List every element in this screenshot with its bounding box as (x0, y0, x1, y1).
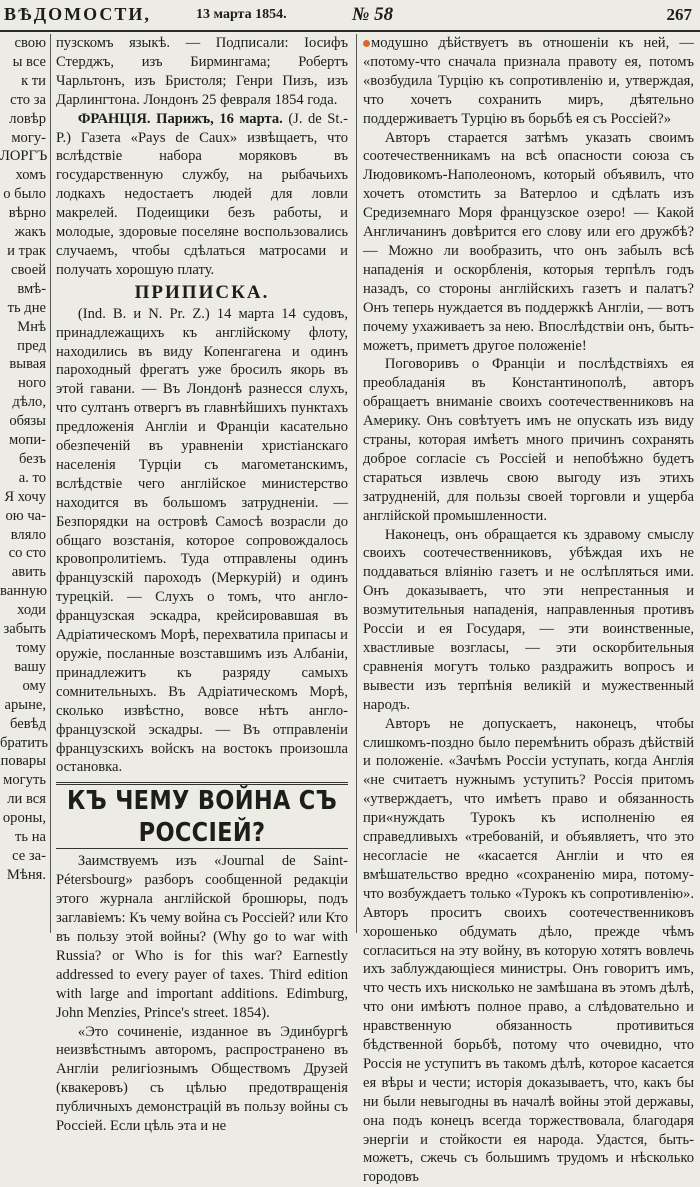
left-fragment-line: мопи- (8, 432, 46, 449)
article-intro-paragraph: Заимствуемъ изъ «Journal de Saint-Pétersbourg» разборъ сообщенной редакціи этого журнала англійской брошюры, подъ заглавіемъ: Къ чему война съ Россіей? или Кто въ пользу этой войны? (Why go to war with Russia? or Who is for this war? Earnestly addressed to every payer of taxes. Third edition with large and important additions. Edimburg, John Menzies, Prince's street. 1854). (56, 853, 348, 1021)
left-fragment-line: и трак (7, 242, 46, 259)
ink-spot-icon (363, 40, 370, 47)
article-title: КЪ ЧЕМУ ВОЙНА СЪ РОССІЕЙ? (66, 786, 338, 849)
left-fragment-line: Мнѣ (17, 318, 46, 335)
left-fragment-line: пред (17, 337, 46, 354)
left-fragment-line: хомъ (15, 167, 46, 184)
left-fragment-line: могуть (3, 772, 46, 789)
left-fragment-line: сто за (10, 91, 46, 108)
left-fragment-line: вашу (14, 658, 46, 675)
left-fragment-line: вѣрно (8, 205, 46, 222)
left-fragment-line: а. то (18, 469, 46, 486)
left-fragment-line: дѣло, (12, 394, 46, 411)
left-fragment-line: о было (3, 186, 46, 203)
left-fragment-line: ловѣр (9, 110, 46, 127)
left-fragment-line: ть на (15, 829, 46, 846)
right-paragraph-1 (363, 34, 694, 129)
left-fragment-line: жакъ (14, 224, 46, 241)
left-fragment-line: братить (0, 734, 49, 751)
left-fragment-line: бевѣд (10, 715, 46, 732)
issue-date: 13 марта 1854. (196, 7, 287, 22)
left-fragment-line: ою ча- (5, 507, 46, 524)
france-body: (J. de St.-P.) Газета «Pays de Caux» извѣщаетъ, что вслѣдствіе набора моряковъ въ государственную службу, на рыбачьихъ лодкахъ недостаетъ людей для ловли макрелей. Подеищики безъ работы, и молодые, здоровые поселяне воспользовались случаемъ, чтобы сдѣлаться матросами и получать хорошую плату. (56, 110, 348, 278)
issue-number: № 58 (352, 4, 394, 25)
france-paragraph (56, 110, 348, 280)
left-fragment-line: Мѣня. (6, 866, 46, 883)
left-fragment-line: арыне, (4, 696, 46, 713)
left-fragment-line: повары (0, 753, 46, 770)
left-fragment-line: се за- (12, 847, 46, 864)
left-fragment-line: ороны, (2, 810, 46, 827)
left-fragment-line: ли вся (7, 791, 46, 808)
left-fragment-line: безъ (19, 450, 46, 467)
right-paragraph-3: Поговоривъ о Франціи и послѣдствіяхъ ея преобладанія въ Константинополѣ, авторъ обращаетъ вниманіе своихъ соотечественниковъ на Америку. Онъ совѣтуетъ имъ не опускать изъ виду страны, которая имѣетъ много причинъ сохранять доброе согласіе съ Россіей и непобѣжно будетъ стараться извлечь свою выгоду изъ этихъ затрудненій, для пользы своей торговли и ущерба англійской промышленности. (363, 356, 694, 524)
middle-column (52, 34, 352, 1135)
right-paragraph-2: Авторъ старается затѣмъ указать своимъ соотечественникамъ на всѣ опасности союза съ Людовикомъ-Наполеономъ, который объявилъ, что хочетъ отомстить за Ватерлоо и сдѣлать изъ Средиземнаго Моря французское озеро! — Какой Англичанинъ довѣрится его слову или его дружбѣ? — Можно ли вообразить, что онъ забылъ всѣ нападенія и оскорбленія, которыя терпѣлъ годъ назадъ, со стороны англійскихъ газетъ и палатъ? Онъ теперь нуждается въ поддержкѣ Англіи, — вотъ почему ухаживаетъ за нею. Впослѣдствіи онъ, быть-можетъ, приметъ другое положеніе! (363, 129, 694, 354)
left-fragment-line: ы все (12, 53, 46, 70)
page-number: 267 (666, 5, 692, 24)
article-quote-paragraph: «Это сочиненіе, изданное въ Эдинбургѣ неизвѣстнымъ авторомъ, распространено въ Англіи религіознымъ Обществомъ Друзей (квакеровъ) съ цѣлью предотвращенія публичныхъ демонстрацій въ пользу войны съ Россіей. Если цѣль эта и не (56, 1023, 348, 1135)
left-fragment-line: вмѣ- (17, 280, 46, 297)
left-fragment-line: своей (10, 261, 46, 278)
left-fragment-line: тому (16, 640, 46, 656)
left-fragment-line: вляло (10, 526, 46, 543)
left-fragment-line: ть дне (7, 299, 46, 316)
left-fragment-line: свою (14, 35, 46, 51)
masthead: ВѢДОМОСТИ, (4, 4, 151, 24)
france-dateline: ФРАНЦІЯ. Парижъ, 16 марта. (77, 110, 283, 127)
right-paragraph-1-text: модушно дѣйствуетъ въ отношеніи къ ней, — «потому-что сначала признала правоту ея, потомъ «возбудила Турцію къ сопротивленію и, утверждая, что хочетъ сохранить миръ, дѣятельно поддерживаетъ Турцію въ борьбѣ ея съ Россіей?» (363, 35, 694, 127)
left-fragment-line: обязы (9, 413, 46, 430)
left-fragment-line: со сто (8, 545, 46, 562)
left-fragment-line: ванную (0, 583, 47, 600)
right-column (356, 34, 696, 1186)
left-fragment-line: забыть (3, 621, 46, 638)
page-header (0, 0, 700, 32)
left-column-fragment (0, 34, 51, 933)
left-fragment-line: вывая (9, 356, 46, 373)
left-fragment-line: ому (22, 677, 46, 694)
pripiska-paragraph: (Ind. B. и N. Pr. Z.) 14 марта 14 судовъ, принадлежащихъ къ англійскому флоту, находились въ виду Копенгагена и одинъ пароходный фрегатъ уже бросилъ якорь въ этой гавани. — Въ Лондонѣ разнесся слухъ, что султанъ отвергъ въ главнѣйшихъ пунктахъ предложенія Англіи и Франціи касательно обезпеченій въ уравненіи христіанскаго населенія Турціи съ магометанскимъ, вслѣдствіе чего англійское министерство находится въ большомъ затрудненіи. — Безпорядки на островѣ Самосѣ возрасли до общаго возстанія, которое сопровождалось кровопролитіемъ. Туда отправлены одинъ французскій пароходъ (Меркурій) и одинъ турецкій. — Слухъ о томъ, что англо-французская эскадра, крейсировавшая въ Адріатическомъ Морѣ, перехватила припасы и оружіе, посланные возставшимъ изъ Албаніи, принадлежитъ къ разряду самыхъ сомнительныхъ. Въ Адріатическомъ Морѣ, сколько извѣстно, вовсе нѣтъ англо-французской эскадры. — Въ отправленіи французскихъ войскъ на востокъ произошла остановка. (56, 305, 348, 776)
left-fragment-line: могу- (11, 129, 46, 146)
left-fragment-line: ЛОРГЪ (0, 148, 48, 165)
left-fragment-line: авить (11, 564, 46, 581)
left-fragment-line: ного (17, 375, 46, 392)
right-paragraph-5: Авторъ не допускаетъ, наконецъ, чтобы слишкомъ-поздно было перемѣнить образъ дѣйствій и положеніе. «Зачѣмъ Россіи уступать, когда Англія «не считаетъ нужнымъ уступить? Россія притомъ «утверждаетъ, что имѣетъ право и обязанность при«нуждать Турокъ къ исполненію ея справедливыхъ «требованій, и объявляетъ, что это несогласіе не «касается Англіи и что ея вмѣшательство вредно «сохраненію мира, потому-что возбуждаетъ только «Турокъ къ сопротивленію». Авторъ проситъ своихъ соотечественниковъ хорошенько обдумать дѣло, прежде чѣмъ согласиться на эту войну, въ которую хотятъ вовлечь ихъ заблуждающіеся министры. Онъ говоритъ имъ, что честь ихъ нисколько не замѣшана въ этомъ дѣлѣ, что они имѣютъ полное право, а слѣдовательно и нравственную обязанность противиться бѣдственной борьбѣ, потому что очевидно, что Россія не уступитъ въ такомъ дѣлѣ, которое касается ея вѣры и чести; исторія доказываетъ, что, какъ бы ни были невыгодны въ началѣ войны этой державы, она подъ конецъ всегда торжествовала, благодаря энергіи и стойкости ея народа. Удастся, быть-можетъ, сжечь съ большимъ трудомъ и нѣсколько городовъ (363, 715, 694, 1186)
left-fragment-line: к ти (21, 72, 46, 89)
right-paragraph-4: Наконецъ, онъ обращается къ здравому смыслу своихъ соотечественниковъ, убѣждая ихъ не поддаваться вліянію газетъ и не ослѣпляться ими. Онъ доказываетъ, что эти непрестанныя и возмутительныя нападенія, направленныя противъ Россіи и ея Государя, — эти воинственные, хвастливые возгласы, — эти оскорбительныя сравненія могутъ только раздражить вопросъ и вывести изъ терпѣнія великій и мужественный народъ. (363, 526, 694, 713)
left-fragment-line: Я хочу (4, 488, 46, 505)
pripiska-heading: ПРИПИСКА. (134, 281, 270, 303)
signatories-paragraph: пузскомъ языкѣ. — Подписали: Іосифъ Стерджъ, изъ Бирмингама; Робертъ Чарльтонъ, изъ Бристоля; Генри Пизъ, изъ Дарлингтона. Лондонъ 25 февраля 1854 года. (56, 35, 348, 108)
left-fragment-line: ходи (17, 602, 46, 619)
